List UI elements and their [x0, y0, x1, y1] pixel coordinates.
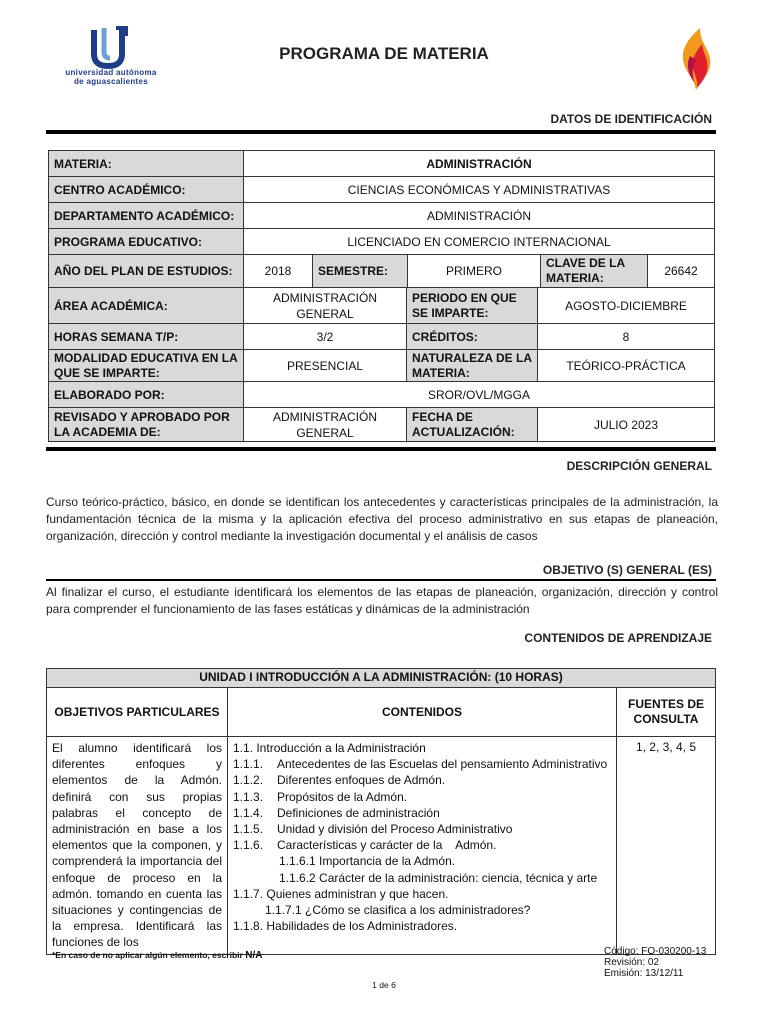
label-semestre: SEMESTRE: — [313, 255, 408, 287]
flame-icon — [676, 26, 716, 92]
list-item: 1.1.4. Definiciones de administración — [233, 805, 440, 820]
value-materia: ADMINISTRACIÓN — [244, 151, 715, 177]
value-modalidad: PRESENCIAL — [244, 350, 407, 382]
objetivos-text: El alumno identificará los diferentes enfoques y elementos de la Admón. definirá con sus propias palabras el concepto de administración en base a los elementos que la componen, y comprenderá la importancia del enfoque de proceso en la admón. tomando en cuenta las situaciones y contingencias de la empresa. Identificará las funciones de los — [52, 741, 222, 950]
list-item: 1.1.6. Características y carácter de la Admón. — [233, 838, 497, 853]
emision: Emisión: 13/12/11 — [604, 968, 684, 979]
value-clave: 26642 — [664, 264, 698, 278]
value-semestre: PRIMERO — [408, 255, 541, 287]
value-naturaleza: TEÓRICO-PRÁCTICA — [538, 350, 715, 382]
document-codes — [604, 946, 706, 979]
section-identificacion: DATOS DE IDENTIFICACIÓN — [550, 112, 712, 126]
fuentes-cell — [617, 737, 716, 955]
list-item: 1.1.7. Quienes administran y que hacen. — [233, 886, 449, 901]
list-item: 1.1.6.1 Importancia de la Admón. — [279, 854, 456, 869]
list-item: 1.1.8. Habilidades de los Administradores. — [233, 919, 458, 934]
label-materia: MATERIA: — [49, 151, 244, 177]
col-fuentes: FUENTES DE CONSULTA — [617, 688, 716, 737]
label-clave: CLAVE DE LA MATERIA: — [541, 255, 648, 287]
identification-table — [48, 150, 715, 442]
section-contenidos: CONTENIDOS DE APRENDIZAJE — [524, 631, 712, 645]
value-elaborado: SROR/OVL/MGGA — [244, 382, 715, 408]
fuentes-value: 1, 2, 3, 4, 5 — [635, 740, 697, 754]
list-item: 1.1.5. Unidad y división del Proceso Administrativo — [233, 822, 513, 837]
section-rule — [46, 447, 716, 451]
label-fecha: FECHA DE ACTUALIZACIÓN: — [407, 408, 538, 442]
label-periodo: PERIODO EN QUE SE IMPARTE: — [407, 288, 538, 324]
list-item: 1.1.6.2 Carácter de la administración: ciencia, técnica y arte — [279, 870, 598, 885]
list-item: 1.1. Introducción a la Administración — [233, 741, 426, 755]
section-rule — [46, 579, 716, 581]
page-number: 1 de 6 — [372, 980, 396, 990]
page-title: PROGRAMA DE MATERIA — [279, 44, 489, 63]
university-name: universidad autónoma de aguascalientes — [65, 68, 157, 86]
footer-note-value: N/A — [245, 950, 263, 961]
label-creditos: CRÉDITOS: — [407, 324, 538, 350]
label-area: ÁREA ACADÉMICA: — [49, 288, 244, 324]
value-departamento: ADMINISTRACIÓN — [244, 203, 715, 229]
list-item: 1.1.3. Propósitos de la Admón. — [233, 789, 408, 804]
value-creditos: 8 — [538, 324, 715, 350]
list-item: 1.1.1. Antecedentes de las Escuelas del pensamiento Administrativo — [233, 757, 608, 772]
section-descripcion: DESCRIPCIÓN GENERAL — [566, 459, 712, 473]
objetivos-cell — [47, 737, 228, 955]
label-naturaleza: NATURALEZA DE LA MATERIA: — [407, 350, 538, 382]
col-objetivos: OBJETIVOS PARTICULARES — [47, 688, 228, 737]
label-anio-plan: AÑO DEL PLAN DE ESTUDIOS: — [49, 255, 244, 288]
value-anio-plan: 2018 — [244, 255, 313, 287]
value-fecha: JULIO 2023 — [538, 408, 715, 442]
codigo: Código: FO-030200-13 — [604, 946, 707, 957]
descripcion-text: Curso teórico-práctico, básico, en donde se identifican los antecedentes y características principales de la administración, la fundamentación técnica de la misma y la aplicación efectiva del proceso administrativo en sus etapas de planeación, organización, dirección y control mediante la investigación documental y el análisis de casos — [46, 495, 718, 543]
value-periodo: AGOSTO-DICIEMBRE — [538, 288, 715, 324]
label-horas: HORAS SEMANA T/P: — [49, 324, 244, 350]
list-item: 1.1.2. Diferentes enfoques de Admón. — [233, 773, 446, 788]
label-centro: CENTRO ACADÉMICO: — [49, 177, 244, 203]
section-rule — [46, 130, 716, 134]
revision: Revisión: 02 — [604, 957, 660, 968]
value-centro: CIENCIAS ECONÓMICAS Y ADMINISTRATIVAS — [244, 177, 715, 203]
label-departamento: DEPARTAMENTO ACADÉMICO: — [49, 203, 244, 229]
objetivo-text: Al finalizar el curso, el estudiante identificará los elementos de las etapas de planeación, organización, dirección y control para comprender el funcionamiento de las fases estáticas y dinámicas de la administración — [46, 585, 718, 616]
contenidos-list — [229, 738, 615, 936]
label-revisado: REVISADO Y APROBADO POR LA ACADEMIA DE: — [49, 408, 244, 442]
contenidos-cell — [228, 737, 617, 955]
col-contenidos: CONTENIDOS — [228, 688, 617, 737]
unit-table — [46, 668, 716, 955]
footer-note: *En caso de no aplicar algún elemento, escribir N/A — [52, 950, 263, 961]
label-modalidad: MODALIDAD EDUCATIVA EN LA QUE SE IMPARTE: — [49, 350, 244, 382]
value-revisado: ADMINISTRACIÓN GENERAL — [244, 408, 407, 442]
list-item: 1.1.7.1 ¿Cómo se clasifica a los administradores? — [265, 903, 531, 918]
label-elaborado: ELABORADO POR: — [49, 382, 244, 408]
label-programa: PROGRAMA EDUCATIVO: — [49, 229, 244, 255]
unit-title: UNIDAD I INTRODUCCIÓN A LA ADMINISTRACIÓN: (10 HORAS) — [47, 669, 716, 688]
section-objetivo: OBJETIVO (S) GENERAL (ES) — [542, 563, 712, 577]
value-area: ADMINISTRACIÓN GENERAL — [244, 288, 407, 324]
value-horas: 3/2 — [244, 324, 407, 350]
value-programa: LICENCIADO EN COMERCIO INTERNACIONAL — [244, 229, 715, 255]
